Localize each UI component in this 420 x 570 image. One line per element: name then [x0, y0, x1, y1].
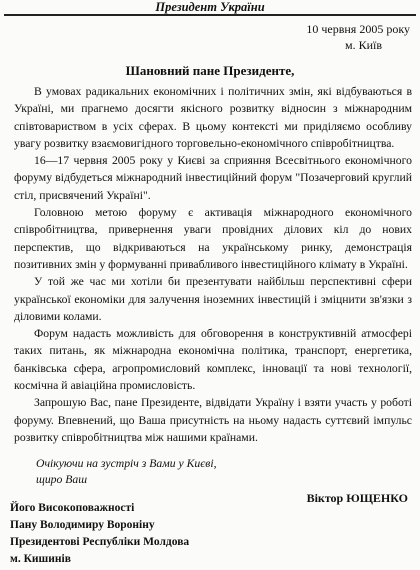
closing-line: Очікуючи на зустріч з Вами у Києві, [36, 457, 217, 470]
letterhead [0, 0, 420, 14]
addressee-line: Пану Володимиру Вороніну [10, 519, 155, 531]
header-rule [4, 14, 416, 16]
signature: Віктор ЮЩЕНКО [306, 491, 408, 505]
addressee-line: Президентові Республіки Молдова [10, 536, 190, 548]
paragraph: У той же час ми хотіли би презентувати найбільш перспективні сфери української економіки для залучення іноземних інвестицій і зміцнити зв'язки з діловими колами. [14, 275, 412, 323]
letter-body [14, 83, 412, 446]
addressee-block [10, 500, 189, 568]
paragraph: 16—17 червня 2005 року у Києві за сприяння Всесвітнього економічного форуму відбудеться міжнародний інвестиційний форум "Позачерговий круглий стіл, присвячений Україні". [14, 154, 412, 202]
letterhead-title: Президент України [149, 0, 270, 14]
paragraph: Головною метою форуму є активація міжнародного економічного співробітництва, привернення уваги провідних ділових кіл до нових перспектив, що відкриваються на українському ринку, демонстрація позитивних змін у формуванні привабливого інвестиційного клімату в Україні. [14, 206, 412, 271]
letter-date: 10 червня 2005 року [306, 22, 410, 36]
paragraph: Запрошую Вас, пане Президенте, відвідати Україну і взяти участь у роботі форуму. Впевнений, що Ваша присутність на ньому надасть суттєвий імпульс розвитку співробітництва між нашими країнами. [14, 396, 412, 444]
addressee-line: м. Кишинів [10, 553, 71, 565]
paragraph: В умовах радикальних економічних і політичних змін, які відбуваються в Україні, ми прагнемо досягти якісного розвитку відносин з міжнародним співтовариством в усіх сферах. В цьому контексті ми приділяємо особливу увагу розвитку взаємовигідного торговельно-економічного співробітництва. [14, 85, 412, 150]
letter-city: м. Київ [344, 38, 382, 52]
closing-regards: щиро Ваш [36, 473, 88, 486]
salutation: Шановний пане Президенте, [125, 63, 295, 78]
addressee-line: Його Високоповажності [10, 502, 135, 514]
paragraph: Форум надасть можливість для обговорення в конструктивній атмосфері таких питань, як міжнародна економічна політика, транспорт, енергетика, банківська сфера, агропромисловий комплекс, інновації та нові технології, космічна й авіаційна промисловість. [14, 327, 412, 393]
